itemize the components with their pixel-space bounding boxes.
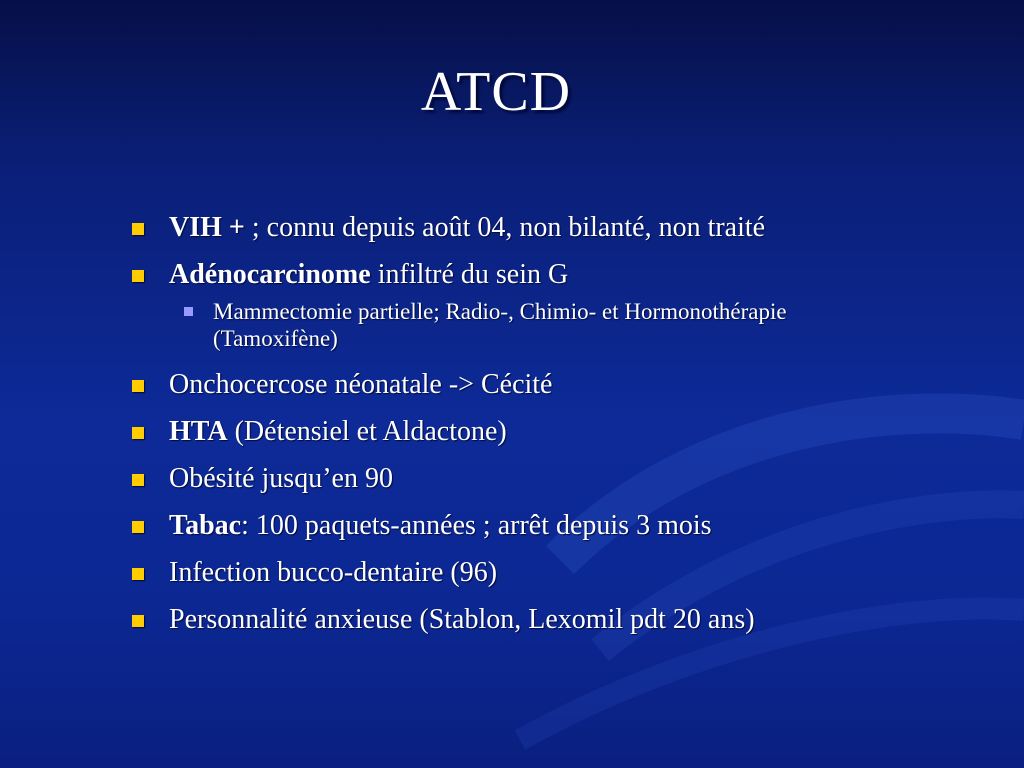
list-item (128, 555, 988, 591)
item-text: Personnalité anxieuse (Stablon, Lexomil pdt 20 ans) (169, 604, 755, 635)
item-bold-label: Tabac (169, 510, 242, 541)
sub-item-text: Mammectomie partielle; Radio-, Chimio- et Hormonothérapie (Tamoxifène) (213, 299, 787, 351)
list-item (128, 257, 988, 293)
square-bullet-icon (132, 270, 144, 282)
item-text: : 100 paquets-années ; arrêt depuis 3 mois (241, 510, 712, 541)
item-text: infiltré du sein G (370, 259, 569, 290)
item-text: Obésité jusqu’en 90 (169, 463, 393, 494)
item-bold-label: Adénocarcinome (169, 259, 371, 290)
square-bullet-icon (132, 380, 144, 392)
square-bullet-icon (132, 521, 144, 533)
item-bold-label: HTA (169, 416, 228, 447)
list-item (128, 508, 988, 544)
square-bullet-icon (132, 223, 144, 235)
list-item (128, 461, 988, 497)
square-bullet-icon (132, 615, 144, 627)
list-item (128, 602, 988, 638)
square-sub-bullet-icon (184, 307, 193, 316)
list-item (128, 414, 988, 450)
item-text: Infection bucco-dentaire (96) (169, 557, 498, 588)
square-bullet-icon (132, 474, 144, 486)
item-text: Onchocercose néonatale -> Cécité (169, 369, 553, 400)
slide-title: ATCD (420, 61, 572, 123)
sub-list-item (184, 298, 893, 352)
square-bullet-icon (132, 568, 144, 580)
item-text: (Détensiel et Aldactone) (227, 416, 507, 447)
list-item (128, 210, 988, 246)
bullet-list (128, 210, 988, 649)
square-bullet-icon (132, 427, 144, 439)
item-bold-label: VIH + (169, 212, 245, 243)
item-text: ; connu depuis août 04, non bilanté, non traité (244, 212, 766, 243)
list-item (128, 367, 988, 403)
